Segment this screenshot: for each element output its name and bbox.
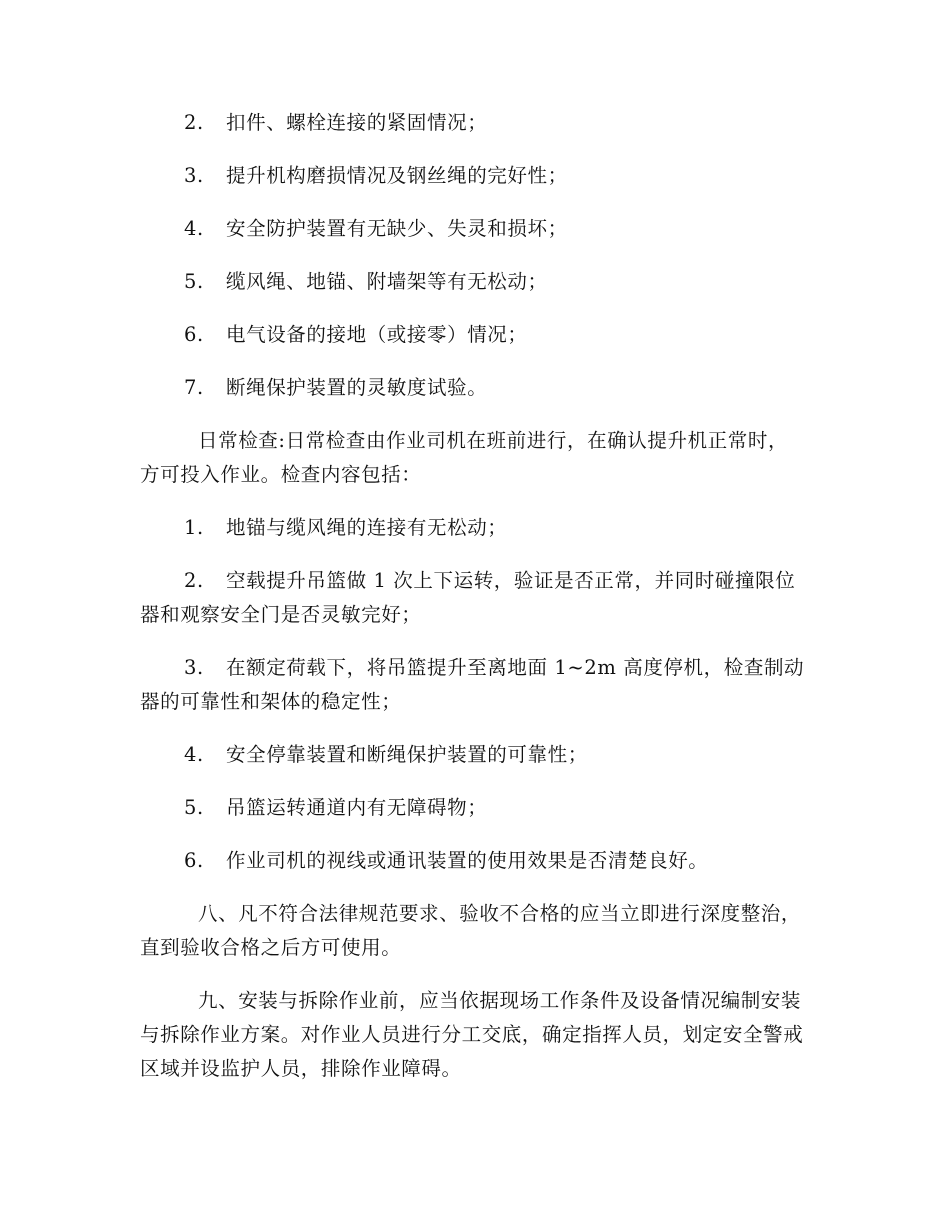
item-text: 吊篮运转通道内有无障碍物； [226, 796, 488, 819]
list-item [140, 511, 805, 545]
list-item [140, 844, 805, 878]
list-item [140, 159, 805, 193]
item-number: 7. [184, 376, 204, 399]
item-number: 4. [184, 743, 204, 766]
item-text: 提升机构磨损情况及钢丝绳的完好性； [226, 164, 568, 187]
item-text: 扣件、螺栓连接的紧固情况； [226, 111, 488, 134]
item-number: 1. [184, 516, 204, 539]
list-item [140, 738, 805, 772]
item-number: 3. [184, 656, 204, 679]
paragraph-8: 八、凡不符合法律规范要求、验收不合格的应当立即进行深度整治，直到验收合格之后方可使用。 [140, 902, 802, 959]
list-item [140, 651, 805, 719]
item-text: 地锚与缆风绳的连接有无松动； [226, 516, 508, 539]
item-text: 作业司机的视线或通讯装置的使用效果是否清楚良好。 [226, 849, 709, 872]
item-text: 缆风绳、地锚、附墙架等有无松动； [226, 270, 548, 293]
list-item [140, 564, 805, 632]
item-text: 安全停靠装置和断绳保护装置的可靠性； [226, 743, 588, 766]
item-text: 空载提升吊篮做 1 次上下运转，验证是否正常，并同时碰撞限位器和观察安全门是否灵敏完好； [140, 569, 796, 626]
document-body [140, 106, 805, 1105]
item-text: 安全防护装置有无缺少、失灵和损坏； [226, 217, 568, 240]
item-text: 电气设备的接地（或接零）情况； [226, 323, 528, 346]
item-number: 6. [184, 849, 204, 872]
item-number: 2. [184, 569, 204, 592]
item-number: 5. [184, 796, 204, 819]
item-text: 断绳保护装置的灵敏度试验。 [226, 376, 488, 399]
list-item [140, 318, 805, 352]
list-item [140, 265, 805, 299]
item-number: 3. [184, 164, 204, 187]
item-number: 2. [184, 111, 204, 134]
list-item [140, 791, 805, 825]
list-item [140, 371, 805, 405]
item-number: 4. [184, 217, 204, 240]
list-item [140, 212, 805, 246]
daily-check-intro: 日常检查:日常检查由作业司机在班前进行，在确认提升机正常时，方可投入作业。检查内容包括： [140, 429, 789, 486]
list-item [140, 106, 805, 140]
item-number: 6. [184, 323, 204, 346]
item-number: 5. [184, 270, 204, 293]
paragraph-9: 九、安装与拆除作业前，应当依据现场工作条件及设备情况编制安装与拆除作业方案。对作业人员进行分工交底，确定指挥人员，划定安全警戒区域并设监护人员，排除作业障碍。 [140, 989, 804, 1080]
item-text: 在额定荷载下，将吊篮提升至离地面 1~2m 高度停机，检查制动器的可靠性和架体的稳定性； [140, 656, 805, 713]
